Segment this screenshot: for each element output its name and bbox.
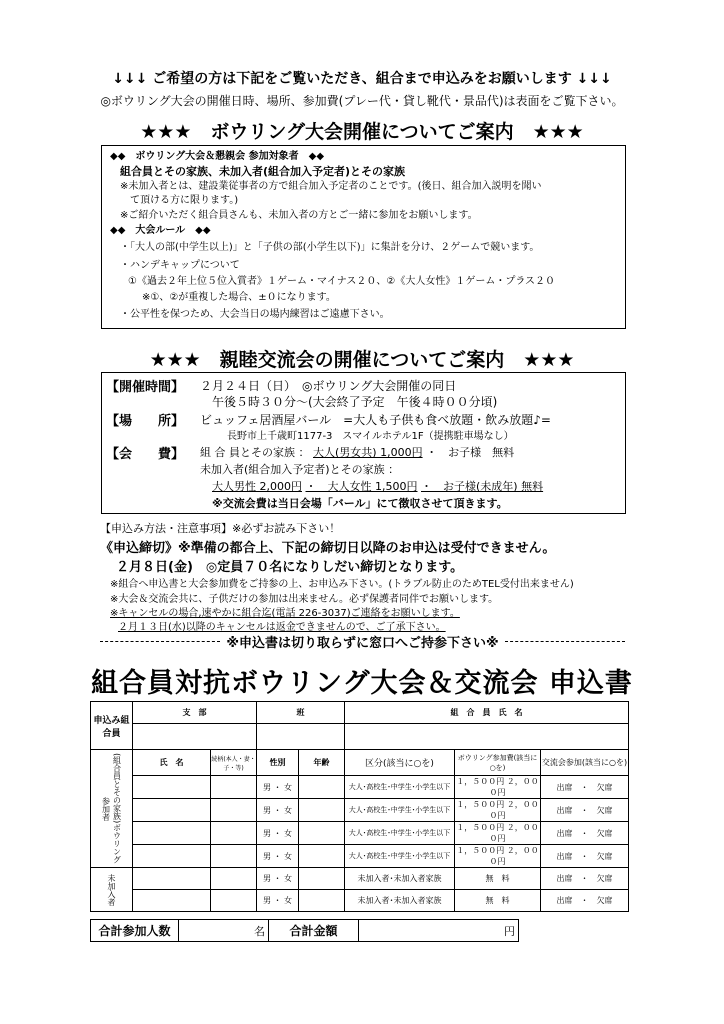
attend-select[interactable]: 出席 ・ 欠席 bbox=[541, 890, 629, 912]
category-select[interactable]: 大人･高校生･中学生･小学生以下 bbox=[345, 822, 455, 845]
fee-member-adult: 大人(男女共) 1,000円 bbox=[313, 446, 423, 459]
branch-input[interactable] bbox=[133, 724, 257, 750]
app-deadline-date: ２月８日(金) ◎定員７０名になりしだい締切となります。 bbox=[116, 560, 464, 575]
bowling-title: ★★★ ボウリング大会開催についてご案内 ★★★ bbox=[140, 121, 584, 143]
nonmember-category[interactable]: 未加入者･未加入者家族 bbox=[345, 890, 455, 912]
note-1: ※未加入者とは、建設業従事者の方で組合加入予定者のことです。(後日、組合加入説明を聞い bbox=[120, 181, 542, 192]
gender-select[interactable]: 男 ・ 女 bbox=[257, 799, 299, 822]
name-input[interactable] bbox=[133, 799, 211, 822]
age-input[interactable] bbox=[299, 868, 345, 890]
relation-input[interactable] bbox=[211, 799, 257, 822]
app-note-2: ※大会＆交流会共に、子供だけの参加は出来ません。必ず保護者同伴でお願いします。 bbox=[110, 594, 499, 605]
col-age: 年齢 bbox=[299, 750, 345, 776]
fee-member-child: ・ お子様 無料 bbox=[426, 446, 515, 459]
attend-select[interactable]: 出席 ・ 欠席 bbox=[541, 822, 629, 845]
gender-select[interactable]: 男 ・ 女 bbox=[257, 776, 299, 799]
age-input[interactable] bbox=[299, 890, 345, 912]
app-heading: 【申込み方法・注意事項】※必ずお読み下さい！ bbox=[100, 522, 341, 535]
rule-3: ①《過去２年上位５位入賞者》１ゲーム・マイナス２０、②《大人女性》１ゲーム・プラス２０ bbox=[128, 276, 556, 287]
cut-line-text: ※申込書は切り取らずに窓口へご持参下さい※ bbox=[226, 636, 499, 651]
col-social: 交流会参加(該当に○を) bbox=[541, 750, 629, 776]
age-input[interactable] bbox=[299, 799, 345, 822]
member-row bbox=[91, 799, 629, 822]
intro-line-1: ↓↓↓ ご希望の方は下記をご覧いただき、組合まで申込みをお願いします ↓↓↓ bbox=[112, 71, 612, 87]
col-gender: 性別 bbox=[257, 750, 299, 776]
place-value: ビュッフェ居酒屋バール =大人も子供も食べ放題・飲み放題♪= bbox=[200, 413, 551, 427]
name-input[interactable] bbox=[133, 822, 211, 845]
member-name-header: 組 合 員 氏 名 bbox=[345, 702, 629, 724]
total-participants-label: 合計参加人数 bbox=[91, 920, 179, 942]
group-input[interactable] bbox=[257, 724, 345, 750]
relation-input[interactable] bbox=[211, 822, 257, 845]
total-amount-unit: 円 bbox=[504, 924, 515, 938]
attend-select[interactable]: 出席 ・ 欠席 bbox=[541, 799, 629, 822]
fee-member: 組 合 員とその家族 ： bbox=[200, 446, 310, 459]
address: 長野市上千歳町1177-3 スマイルホテル1F（提携駐車場なし） bbox=[227, 431, 514, 442]
bowling-info-box bbox=[101, 145, 626, 329]
relation-input[interactable] bbox=[211, 890, 257, 912]
fee-option-2000[interactable]: ２，０００円 bbox=[489, 800, 539, 820]
rule-1: ・「大人の部(中学生以上)」と「子供の部(小学生以下)」に集計を分け、２ゲームで競います。 bbox=[120, 242, 540, 253]
attend-select[interactable]: 出席 ・ 欠席 bbox=[541, 868, 629, 890]
time-value: 午後５時３０分～(大会終了予定 午後４時００分頃) bbox=[212, 395, 498, 409]
target-line: 組合員とその家族、未加入者(組合加入予定者)とその家族 bbox=[120, 165, 406, 178]
nonmember-section-label: 未加入者 bbox=[107, 873, 116, 906]
age-input[interactable] bbox=[299, 822, 345, 845]
cut-line bbox=[100, 632, 625, 651]
member-name-input[interactable] bbox=[345, 724, 629, 750]
branch-header: 支 部 bbox=[133, 702, 257, 724]
fee-non-male: 大人男性 2,000円 bbox=[212, 480, 302, 493]
applicant-label: 申込み組合員 bbox=[91, 702, 133, 750]
gender-select[interactable]: 男 ・ 女 bbox=[257, 822, 299, 845]
fee-label: 【会 費】 bbox=[106, 447, 185, 462]
gender-select[interactable]: 男 ・ 女 bbox=[257, 868, 299, 890]
fee-non-female: ・ 大人女性 1,500円 bbox=[305, 480, 418, 493]
intro-line-2: ◎ボウリング大会の開催日時、場所、参加費(プレー代・貸し靴代・景品代)は表面をご覧下さい。 bbox=[100, 94, 624, 108]
age-input[interactable] bbox=[299, 776, 345, 799]
rule-4: ※①、②が重複した場合、±０になります。 bbox=[142, 292, 336, 303]
social-info-box bbox=[101, 372, 626, 514]
social-title: ★★★ 親睦交流会の開催についてご案内 ★★★ bbox=[149, 349, 575, 371]
fee-option-2000[interactable]: ２，０００円 bbox=[489, 777, 539, 797]
fee-non: 未加入者(組合加入予定者)とその家族 ： bbox=[200, 463, 400, 476]
app-note-4: ２月１３日(水)以降のキャンセルは返金できませんので、ご了承下さい。 bbox=[118, 622, 446, 633]
fee-option-2000[interactable]: ２，０００円 bbox=[489, 823, 539, 843]
note-2: ※ご紹介いただく組合員さんも、未加入者の方とご一緒に参加をお願いします。 bbox=[120, 210, 478, 221]
relation-input[interactable] bbox=[211, 776, 257, 799]
age-input[interactable] bbox=[299, 845, 345, 868]
date-label: 【開催時間】 bbox=[106, 380, 185, 395]
col-name: 氏 名 bbox=[133, 750, 211, 776]
nonmember-fee: 無 料 bbox=[455, 890, 541, 912]
col-category: 区分(該当に○を) bbox=[345, 750, 455, 776]
fee-option-1500[interactable]: １，５００円 bbox=[456, 823, 505, 832]
fee-option-1500[interactable]: １，５００円 bbox=[456, 846, 505, 855]
member-row bbox=[91, 845, 629, 868]
form-title: 組合員対抗ボウリング大会＆交流会 申込書 bbox=[91, 668, 633, 699]
rule-5: ・公平性を保つため、大会当日の場内練習はご遠慮下さい。 bbox=[120, 309, 390, 320]
fee-option-2000[interactable]: ２，０００円 bbox=[489, 846, 539, 866]
total-amount-input[interactable] bbox=[359, 920, 519, 942]
member-row bbox=[91, 822, 629, 845]
group-header: 班 bbox=[257, 702, 345, 724]
nonmember-row bbox=[91, 890, 629, 912]
rule-2: ・ハンデキャップについて bbox=[120, 260, 240, 271]
total-amount-label: 合計金額 bbox=[269, 920, 359, 942]
rules-heading: ◆◆ 大会ルール ◆◆ bbox=[110, 225, 211, 236]
nonmember-row bbox=[91, 868, 629, 890]
name-input[interactable] bbox=[133, 868, 211, 890]
fee-note: ※交流会費は当日会場「バール」にて徴収させて頂きます。 bbox=[212, 497, 508, 510]
gender-select[interactable]: 男 ・ 女 bbox=[257, 845, 299, 868]
target-heading: ◆◆ ボウリング大会＆懇親会 参加対象者 ◆◆ bbox=[110, 151, 325, 162]
nonmember-category[interactable]: 未加入者･未加入者家族 bbox=[345, 868, 455, 890]
fee-non-child: ・ お子様(未成年) 無料 bbox=[421, 480, 544, 493]
attend-select[interactable]: 出席 ・ 欠席 bbox=[541, 845, 629, 868]
relation-input[interactable] bbox=[211, 868, 257, 890]
app-deadline: 《申込締切》※準備の都合上、下記の締切日以降のお申込は受付できません。 bbox=[100, 541, 556, 556]
note-1b: て頂ける方に限ります。) bbox=[130, 195, 239, 206]
nonmember-fee: 無 料 bbox=[455, 868, 541, 890]
fee-option-1500[interactable]: １，５００円 bbox=[456, 777, 505, 786]
date-value: ２月２４日（日） ◎ボウリング大会開催の同日 bbox=[200, 379, 457, 393]
name-input[interactable] bbox=[133, 890, 211, 912]
place-label: 【場 所】 bbox=[106, 414, 185, 429]
col-fee: ボウリング参加費(該当に○を) bbox=[455, 750, 541, 776]
category-select[interactable]: 大人･高校生･中学生･小学生以下 bbox=[345, 845, 455, 868]
relation-input[interactable] bbox=[211, 845, 257, 868]
name-input[interactable] bbox=[133, 776, 211, 799]
attend-select[interactable]: 出席 ・ 欠席 bbox=[541, 776, 629, 799]
category-select[interactable]: 大人･高校生･中学生･小学生以下 bbox=[345, 799, 455, 822]
fee-option-1500[interactable]: １，５００円 bbox=[456, 800, 505, 809]
total-participants-input[interactable] bbox=[179, 920, 269, 942]
app-note-3: ※キャンセルの場合,速やかに組合迄(電話 226-3037)ご連絡をお願いします。 bbox=[110, 608, 460, 619]
col-relation: 続柄(本人・妻・子・等) bbox=[211, 750, 257, 776]
gender-select[interactable]: 男 ・ 女 bbox=[257, 890, 299, 912]
totals-table bbox=[90, 919, 519, 942]
name-input[interactable] bbox=[133, 845, 211, 868]
application-form-table bbox=[90, 701, 629, 912]
app-note-1: ※組合へ申込書と大会参加費をご持参の上、お申込み下さい。(トラブル防止のためTEL受付出来ません) bbox=[110, 579, 574, 590]
member-section-label: (組合員とその家族)ボウリング参加者 bbox=[101, 753, 122, 864]
category-select[interactable]: 大人･高校生･中学生･小学生以下 bbox=[345, 776, 455, 799]
total-participants-unit: 名 bbox=[254, 924, 265, 938]
member-row bbox=[91, 776, 629, 799]
